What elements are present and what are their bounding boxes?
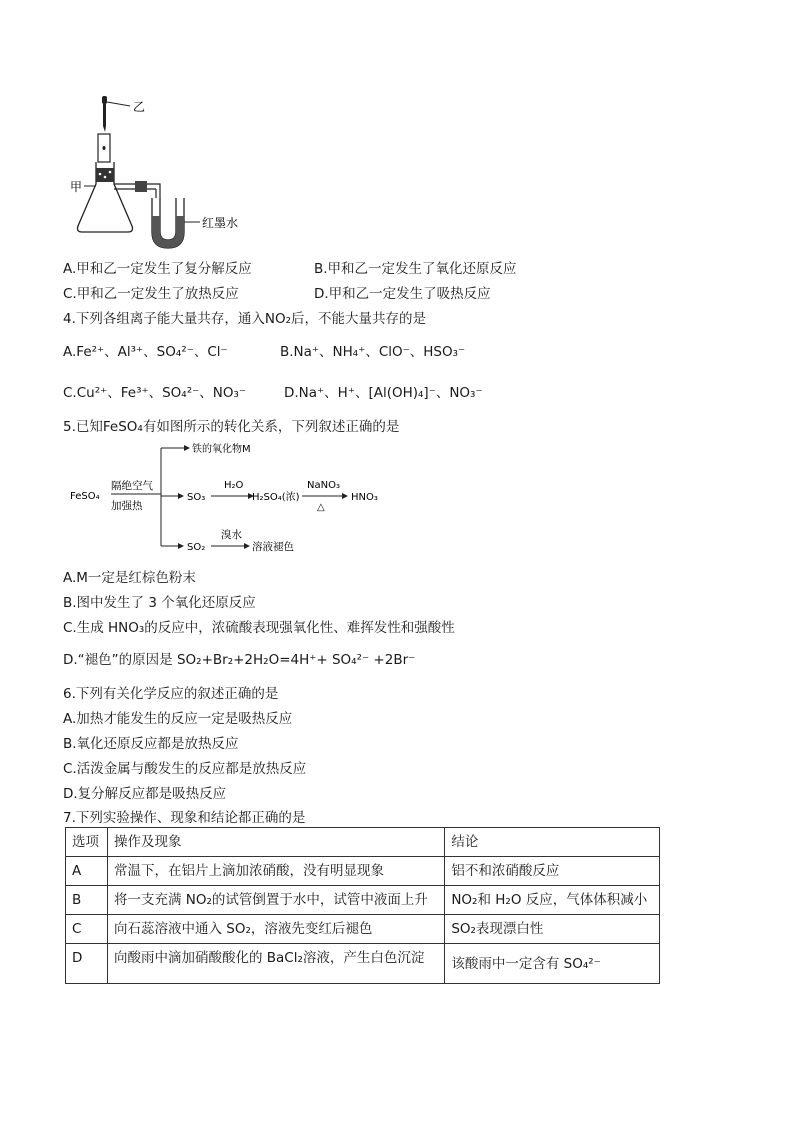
q6-option-c: C.活泼金属与酸发生的反应都是放热反应 — [63, 761, 307, 777]
header-operation: 操作及现象 — [107, 828, 444, 857]
row-b-label: B — [66, 886, 108, 915]
q5-option-c: C.生成 HNO₃的反应中，浓硫酸表现强氧化性、难挥发性和强酸性 — [63, 620, 455, 636]
row-d-label: D — [66, 944, 108, 984]
apparatus-figure — [60, 92, 260, 252]
q4-option-a: A.Fe²⁺、Al³⁺、SO₄²⁻、Cl⁻ — [63, 344, 228, 360]
diagram-bromine: 溴水 — [221, 529, 242, 541]
q7-stem: 7.下列实验操作、现象和结论都正确的是 — [63, 810, 306, 826]
row-c-label: C — [66, 915, 108, 944]
q4-stem: 4.下列各组离子能大量共存，通入NO₂后，不能大量共存的是 — [63, 311, 427, 327]
label-yi: 乙 — [133, 100, 146, 114]
diagram-feso4: FeSO₄ — [70, 491, 100, 502]
row-b-conclusion: NO₂和 H₂O 反应，气体体积减小 — [445, 886, 660, 915]
q3-option-c: C.甲和乙一定发生了放热反应 — [63, 286, 239, 302]
row-a-conclusion: 铝不和浓硝酸反应 — [445, 857, 660, 886]
q6-option-a: A.加热才能发生的反应一定是吸热反应 — [63, 711, 293, 727]
header-conclusion: 结论 — [445, 828, 660, 857]
diagram-so2: SO₂ — [187, 542, 206, 553]
q4-option-b: B.Na⁺、NH₄⁺、ClO⁻、HSO₃⁻ — [280, 344, 466, 360]
table-header-row — [66, 828, 660, 857]
q5-option-a: A.M一定是红棕色粉末 — [63, 570, 196, 586]
row-d-operation: 向酸雨中滴加硝酸酸化的 BaCl₂溶液，产生白色沉淀 — [107, 944, 444, 984]
row-a-operation: 常温下，在铝片上滴加浓硝酸，没有明显现象 — [107, 857, 444, 886]
diagram-oxide: 铁的氧化物M — [192, 444, 251, 455]
q4-option-c: C.Cu²⁺、Fe³⁺、SO₄²⁻、NO₃⁻ — [63, 385, 247, 401]
table-row — [66, 944, 660, 984]
label-jia: 甲 — [70, 180, 83, 194]
diagram-h2o: H₂O — [224, 480, 244, 491]
q3-option-d: D.甲和乙一定发生了吸热反应 — [314, 286, 491, 302]
q3-option-a: A.甲和乙一定发生了复分解反应 — [63, 261, 252, 277]
q6-stem: 6.下列有关化学反应的叙述正确的是 — [63, 686, 279, 702]
q5-option-b: B.图中发生了 3 个氧化还原反应 — [63, 595, 256, 611]
table-row — [66, 857, 660, 886]
row-c-operation: 向石蕊溶液中通入 SO₂，溶液先变红后褪色 — [107, 915, 444, 944]
row-d-conclusion: 该酸雨中一定含有 SO₄²⁻ — [445, 944, 660, 984]
q5-stem: 5.已知FeSO₄有如图所示的转化关系，下列叙述正确的是 — [63, 419, 400, 435]
diagram-so3: SO₃ — [187, 492, 206, 503]
diagram-condition-bottom: 加强热 — [111, 500, 143, 512]
diagram-condition-top: 隔绝空气 — [111, 480, 153, 492]
q6-option-d: D.复分解反应都是吸热反应 — [63, 786, 227, 802]
diagram-hno3: HNO₃ — [351, 492, 378, 503]
q5-option-d: D.“褪色”的原因是 SO₂+Br₂+2H₂O=4H⁺+ SO₄²⁻ +2Br⁻ — [63, 652, 416, 668]
label-ink: 红墨水 — [202, 216, 239, 230]
q3-option-b: B.甲和乙一定发生了氧化还原反应 — [314, 261, 517, 277]
q7-table — [65, 827, 660, 984]
row-b-operation: 将一支充满 NO₂的试管倒置于水中，试管中液面上升 — [107, 886, 444, 915]
row-a-label: A — [66, 857, 108, 886]
diagram-fade: 溶液褪色 — [252, 541, 294, 553]
diagram-h2so4: H₂SO₄(浓) — [252, 492, 300, 503]
q6-option-b: B.氧化还原反应都是放热反应 — [63, 736, 239, 752]
q5-diagram — [66, 438, 396, 560]
row-c-conclusion: SO₂表现漂白性 — [445, 915, 660, 944]
table-row — [66, 886, 660, 915]
header-option: 选项 — [66, 828, 108, 857]
q4-option-d: D.Na⁺、H⁺、[Al(OH)₄]⁻、NO₃⁻ — [284, 385, 483, 401]
table-row — [66, 915, 660, 944]
diagram-heat: △ — [317, 502, 325, 513]
diagram-nano3: NaNO₃ — [307, 480, 340, 491]
